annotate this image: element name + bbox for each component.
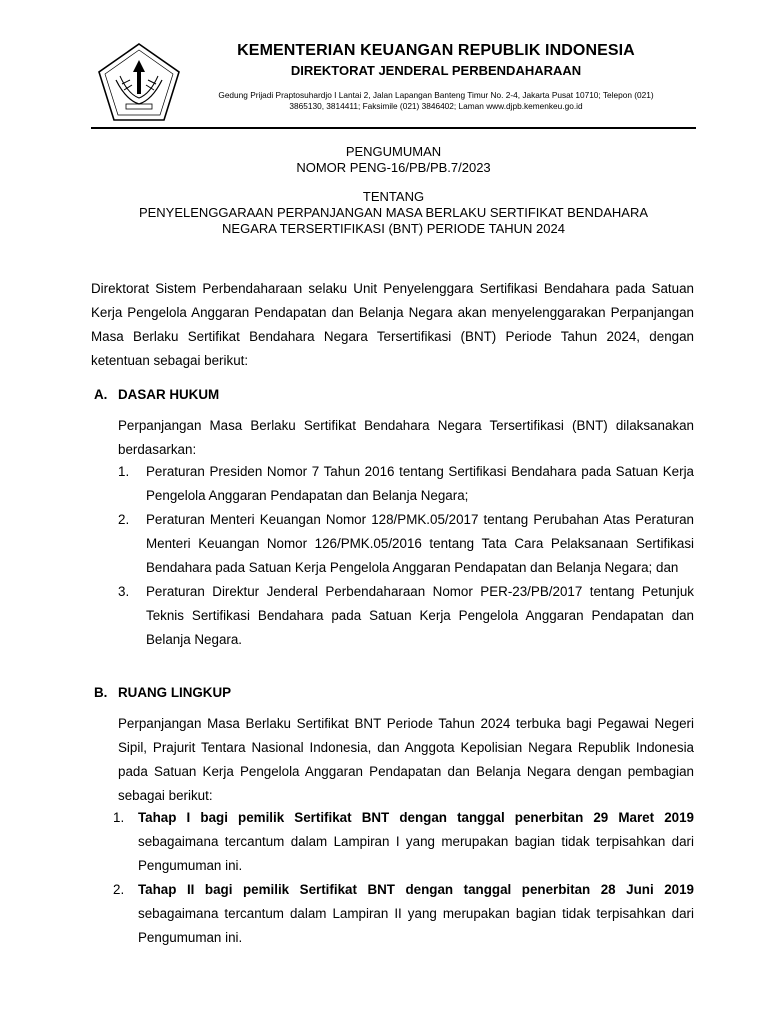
list-item-number: 1.: [118, 464, 130, 479]
section-b-heading: [94, 685, 231, 700]
list-item-number: 1.: [113, 810, 125, 825]
list-item-text: sebagaimana tercantum dalam Lampiran II yang merupakan bagian tidak terpisahkan dari Pengumuman ini.: [138, 906, 694, 945]
subject-about: TENTANG: [362, 189, 425, 204]
letterhead-address: [180, 90, 692, 112]
address-line-2: 3865130, 3814411; Faksimile (021) 3846402; Laman www.djpb.kemenkeu.go.id: [289, 101, 583, 111]
list-item-number: 3.: [118, 584, 130, 599]
section-a-heading: [94, 387, 219, 402]
section-b-title: RUANG LINGKUP: [118, 685, 232, 700]
section-b-paragraph: Perpanjangan Masa Berlaku Sertifikat BNT Periode Tahun 2024 terbuka bagi Pegawai Negeri Sipil, Prajurit Tentara Nasional Indonesia, dan Anggota Kepolisian Negara Republik Indonesia pada Satuan Kerja Pengelola Anggaran Pendapatan dan Belanja Negara dengan pembagian sebagai berikut:: [118, 716, 694, 803]
letterhead-divider: [91, 127, 696, 129]
list-item-text: Peraturan Menteri Keuangan Nomor 128/PMK.05/2017 tentang Perubahan Atas Peraturan Menteri Keuangan Nomor 126/PMK.05/2016 tentang Tata Cara Pelaksanaan Sertifikasi Bendahara pada Satuan Kerja Pengelola Anggaran Pendapatan dan Belanja Negara; dan: [146, 512, 694, 575]
list-item-number: 2.: [113, 882, 125, 897]
list-item: [118, 508, 694, 580]
list-item: [113, 878, 694, 950]
subject-line-1: PENYELENGGARAAN PERPANJANGAN MASA BERLAKU SERTIFIKAT BENDAHARA: [138, 205, 649, 220]
letterhead: [0, 0, 768, 130]
legal-basis-list: [118, 460, 694, 652]
list-item: [118, 580, 694, 652]
subject-line-2: NEGARA TERSERTIFIKASI (BNT) PERIODE TAHUN 2024: [222, 221, 565, 236]
list-item-text: sebagaimana tercantum dalam Lampiran I yang merupakan bagian tidak terpisahkan dari Pengumuman ini.: [138, 834, 694, 873]
section-a-title: DASAR HUKUM: [118, 387, 220, 402]
list-item-lead: Tahap I bagi pemilik Sertifikat BNT dengan tanggal penerbitan 29 Maret 2019: [138, 810, 694, 825]
section-a-letter: A.: [94, 387, 108, 402]
document-type: PENGUMUMAN: [345, 144, 442, 159]
announcement-subject: [91, 189, 696, 237]
list-item-number: 2.: [118, 512, 130, 527]
scope-list: [113, 806, 694, 950]
list-item-text: Peraturan Direktur Jenderal Perbendaharaan Nomor PER-23/PB/2017 tentang Petunjuk Teknis Sertifikasi Bendahara pada Satuan Kerja Pengelola Anggaran Pendapatan dan Belanja Negara.: [146, 584, 694, 647]
list-item-text: Peraturan Presiden Nomor 7 Tahun 2016 tentang Sertifikasi Bendahara pada Satuan Kerja Pengelola Anggaran Pendapatan dan Belanja Negara;: [146, 464, 694, 503]
intro-paragraph: Direktorat Sistem Perbendaharaan selaku Unit Penyelenggara Sertifikasi Bendahara pada Satuan Kerja Pengelola Anggaran Pendapatan dan Belanja Negara akan menyelenggarakan Perpanjangan Masa Berlaku Sertifikat Bendahara Negara Tersertifikasi (BNT) Periode Tahun 2024, dengan ketentuan sebagai berikut:: [91, 281, 694, 368]
announcement-heading: [91, 144, 696, 176]
directorate-name: DIREKTORAT JENDERAL PERBENDAHARAAN: [290, 63, 582, 78]
section-b-letter: B.: [94, 685, 108, 700]
kemenkeu-logo-icon: [96, 42, 182, 124]
list-item: [113, 806, 694, 878]
list-item-lead: Tahap II bagi pemilik Sertifikat BNT dengan tanggal penerbitan 28 Juni 2019: [138, 882, 694, 897]
section-a-paragraph: Perpanjangan Masa Berlaku Sertifikat Bendahara Negara Tersertifikasi (BNT) dilaksanakan berdasarkan:: [118, 418, 694, 457]
list-item: [118, 460, 694, 508]
address-line-1: Gedung Prijadi Praptosuhardjo I Lantai 2, Jalan Lapangan Banteng Timur No. 2-4, Jakarta Pusat 10710; Telepon (021): [218, 90, 654, 100]
document-number: NOMOR PENG-16/PB/PB.7/2023: [296, 160, 491, 175]
ministry-name: KEMENTERIAN KEUANGAN REPUBLIK INDONESIA: [237, 42, 635, 59]
